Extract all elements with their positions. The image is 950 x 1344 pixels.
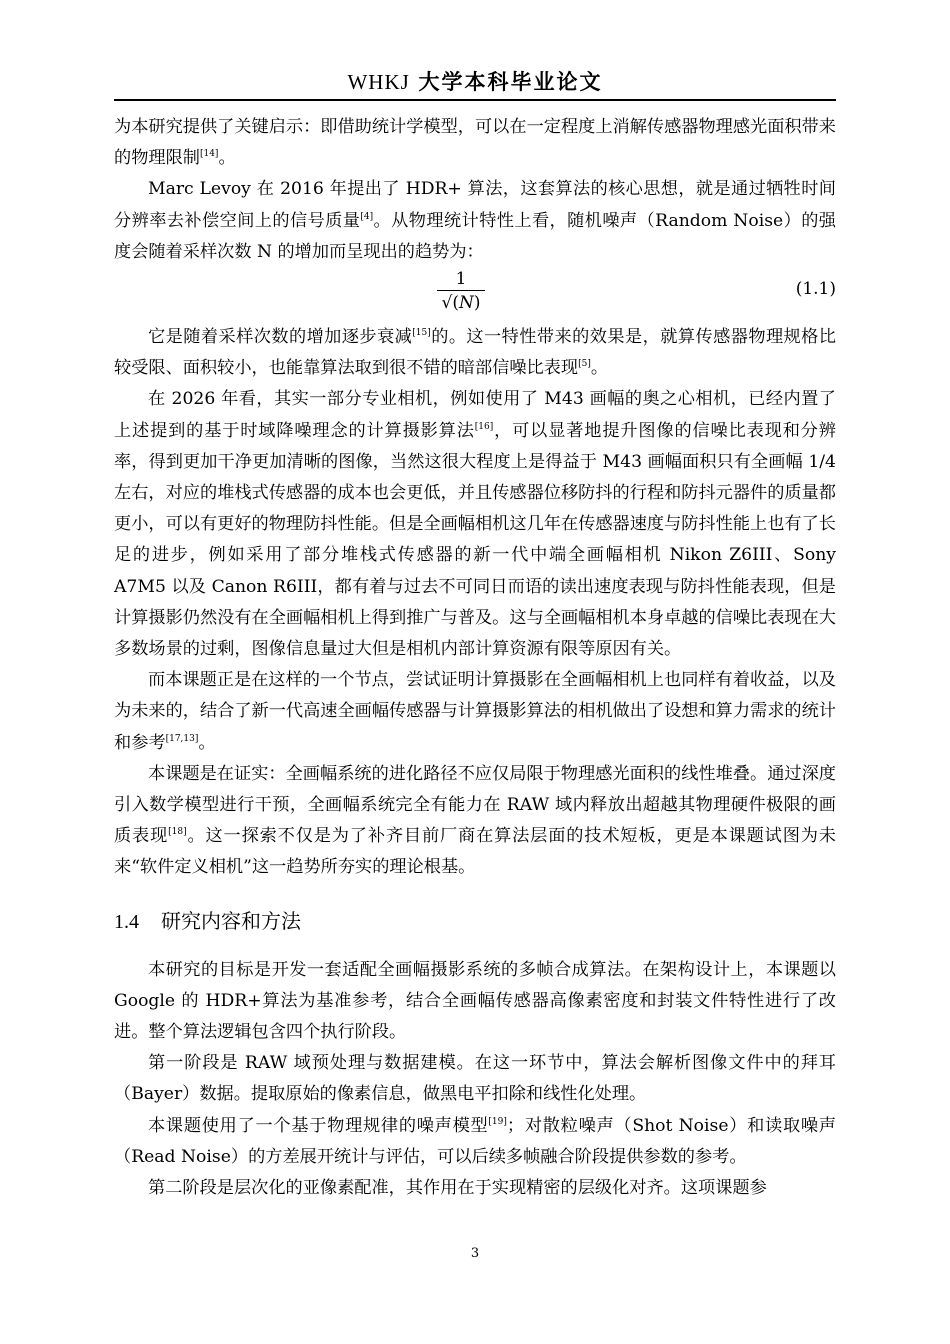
paragraph-3: 它是随着采样次数的增加逐步衰减[15]的。这一特性带来的效果是，就算传感器物理规格比较受限、面积较小，也能靠算法取到很不错的暗部信噪比表现[5]。 xyxy=(114,327,836,379)
citation: [16] xyxy=(474,421,494,432)
paragraph-6: 本课题是在证实：全画幅系统的进化路径不应仅局限于物理感光面积的线性堆叠。通过深度引入数学模型进行干预，全画幅系统完全有能力在 RAW 域内释放出超越其物理硬件极限的画质表现[18]。这一探索不仅是为了补齐目前厂商在算法层面的技术短板，更是本课题试图为未来“软件定义相机”这一趋势所夯实的理论根基。 xyxy=(114,763,836,878)
citation: [18] xyxy=(168,827,187,838)
citation: [15] xyxy=(412,328,431,339)
equation xyxy=(114,268,836,322)
section-number: 1.4 xyxy=(114,910,139,933)
paragraph-7: 本研究的目标是开发一套适配全画幅摄影系统的多帧合成算法。在架构设计上，本课题以 Google 的 HDR+算法为基准参考，结合全画幅传感器高像素密度和封装文件特性进行了改进。整个算法逻辑包含四个执行阶段。 xyxy=(114,959,836,1043)
paragraph-8: 第一阶段是 RAW 域预处理与数据建模。在这一环节中，算法会解析图像文件中的拜耳（Bayer）数据。提取原始的像素信息，做黑电平扣除和线性化处理。 xyxy=(114,1053,836,1105)
header-title: 大学本科毕业论文 xyxy=(418,70,603,94)
equation-fraction xyxy=(435,268,487,315)
header-latin: WHKJ xyxy=(347,70,410,94)
citation: [19] xyxy=(488,1116,507,1127)
paragraph-2: Marc Levoy 在 2016 年提出了 HDR+ 算法，这套算法的核心思想，就是通过牺牲时间分辨率去补偿空间上的信号质量[4]。从物理统计特性上看，随机噪声（Random Noise）的强度会随着采样次数 N 的增加而呈现出的趋势为： xyxy=(114,179,836,262)
header-rule xyxy=(114,99,836,101)
equation-denominator: √(N) xyxy=(441,293,481,314)
section-title: 研究内容和方法 xyxy=(161,908,301,933)
page-header xyxy=(114,68,836,96)
paragraph-5: 而本课题正是在这样的一个节点，尝试证明计算摄影在全画幅相机上也同样有着收益，以及为未来的，结合了新一代高速全画幅传感器与计算摄影算法的相机做出了设想和算力需求的统计和参考[17,13]。 xyxy=(114,670,836,753)
citation: [4] xyxy=(360,211,374,222)
citation: [14] xyxy=(199,149,219,160)
equation-numerator: 1 xyxy=(455,269,467,290)
citation: [5] xyxy=(578,359,591,370)
paragraph-4: 在 2026 年看，其实一部分专业相机，例如使用了 M43 画幅的奥之心相机，已经内置了上述提到的基于时域降噪理念的计算摄影算法[16]，可以显著地提升图像的信噪比表现和分辨率，得到更加干净更加清晰的图像，当然这很大程度上是得益于 M43 画幅面积只有全画幅 1/4 左右，对应的堆栈式传感器的成本也会更低，并且传感器位移防抖的行程和防抖元器件的质量都更小，可以有更好的物理防抖性能。但是全画幅相机这几年在传感器速度与防抖性能上也有了长足的进步，例如采用了部分堆栈式传感器的新一代中端全画幅相机 Nikon Z6III、Sony A7M5 以及 Canon R6III，都有着与过去不可同日而语的读出速度表现与防抖性能表现，但是计算摄影仍然没有在全画幅相机上得到推广与普及。这与全画幅相机本身卓越的信噪比表现在大多数场景的过剩，图像信息量过大但是相机内部计算资源有限等原因有关。 xyxy=(114,389,836,660)
paragraph-1: 为本研究提供了关键启示：即借助统计学模型，可以在一定程度上消解传感器物理感光面积带来的物理限制[14]。 xyxy=(114,117,836,169)
section-heading xyxy=(114,906,836,937)
citation: [17,13] xyxy=(165,733,199,744)
page-body xyxy=(114,112,836,1204)
paragraph-9: 本课题使用了一个基于物理规律的噪声模型[19]；对散粒噪声（Shot Noise）和读取噪声（Read Noise）的方差展开统计与评估，可以后续多帧融合阶段提供参数的参考。 xyxy=(114,1115,836,1167)
paragraph-10: 第二阶段是层次化的亚像素配准，其作用在于实现精密的层级化对齐。这项课题参 xyxy=(148,1178,767,1199)
equation-number: (1.1) xyxy=(795,279,836,300)
page-number: 3 xyxy=(470,1246,480,1261)
